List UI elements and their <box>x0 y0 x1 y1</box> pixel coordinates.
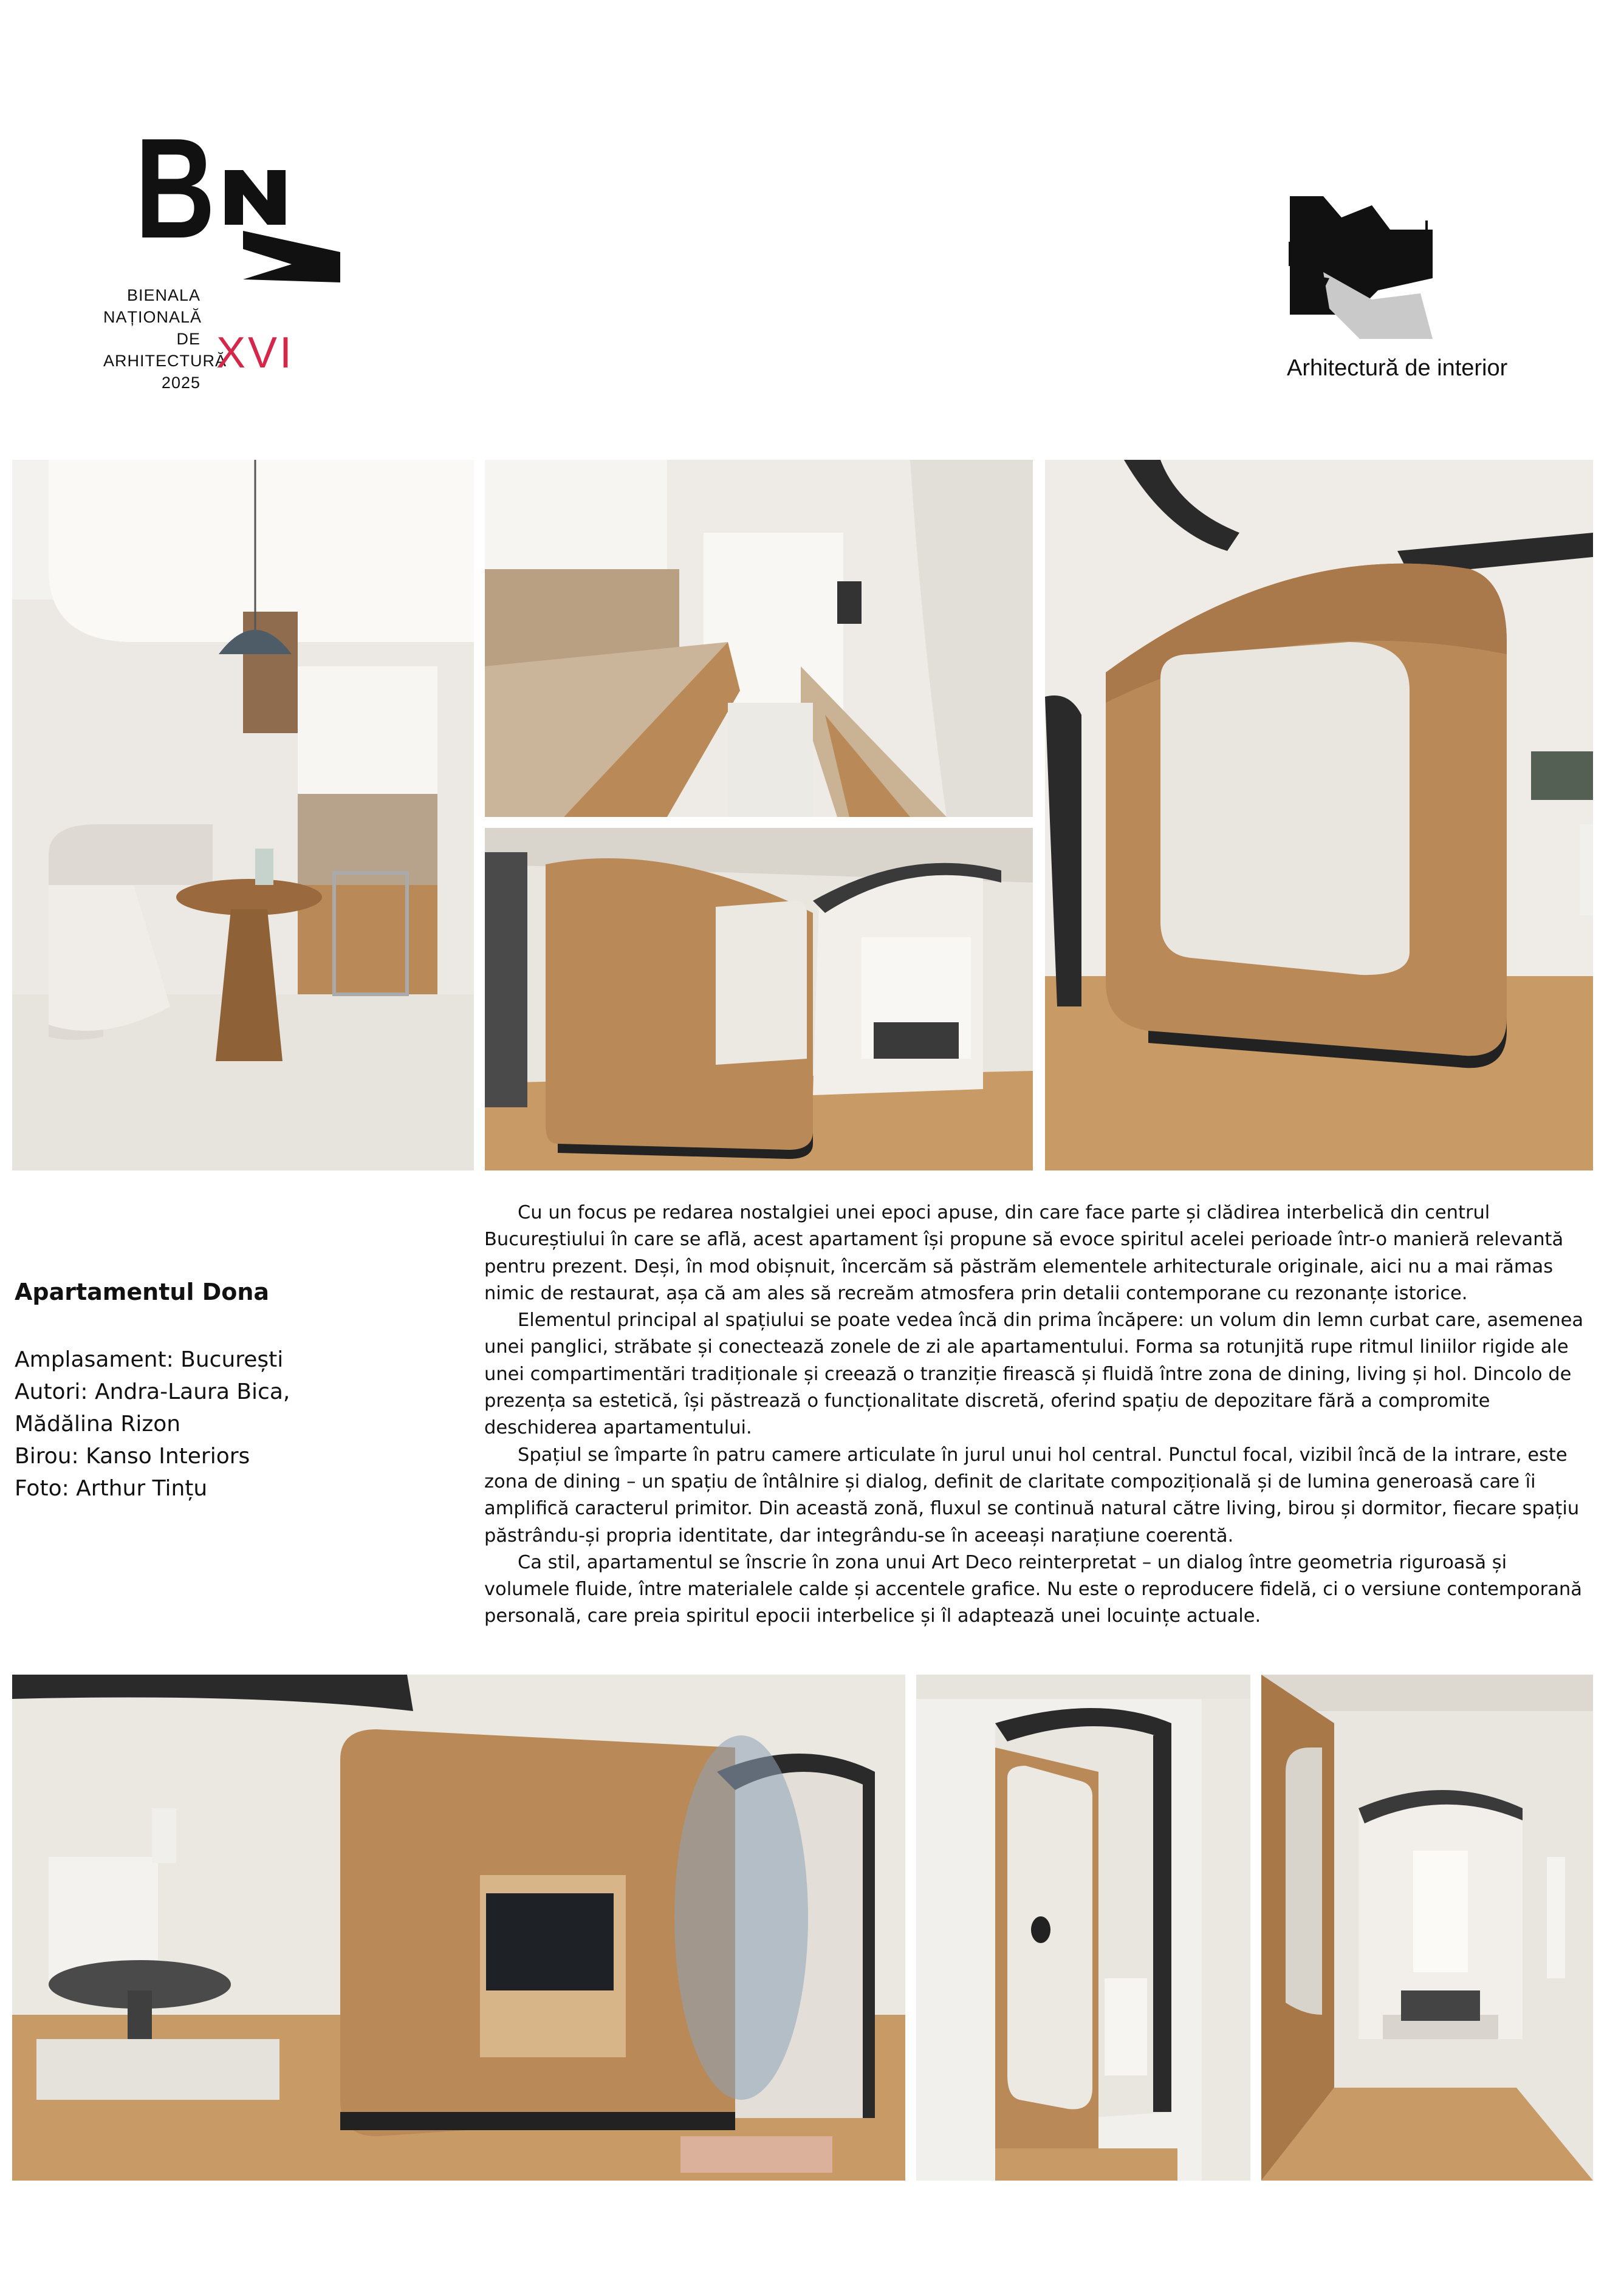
project-meta <box>15 1344 290 1505</box>
bna-line-4: ARHITECTURĂ <box>103 352 227 370</box>
bna-letter-b: B <box>135 108 216 268</box>
paragraph-1: Cu un focus pe redarea nostalgiei unei epoci apuse, din care face parte și clădirea interbelică din centrul Bucureștiului în care se află, acest apartament își propune să evoce spiritul acelei perioade într-o manieră relevantă pentru prezent. Deși, în mod obișnuit, încercăm să păstrăm elementele arhitecturale originale, aici nu a mai rămas nimic de restaurat, așa că am ales să recreăm atmosfera prin detalii contemporane cu rezonanțe istorice. <box>484 1202 1564 1304</box>
bna-na-mark <box>219 158 346 285</box>
photo-breakfast-nook <box>12 460 474 1170</box>
paragraph-4: Ca stil, apartamentul se înscrie în zona unui Art Deco reinterpretat – un dialog între geometria riguroasă și volumele fluide, între materialele calde și accentele grafice. Nu este o reproducere fidelă, ci o versiune contemporană personală, care preia spiritul epocii interbelice și îl adaptează unei locuințe actuale. <box>484 1551 1582 1627</box>
bna-line-1: BIENALA <box>126 286 200 304</box>
bna-wordmark <box>103 284 227 394</box>
bna-edition: XVI <box>216 329 295 377</box>
project-title: Apartamentul Dona <box>15 1279 270 1305</box>
bna-line-5: 2025 <box>161 374 200 392</box>
meta-authors-cont: Mădălina Rizon <box>15 1412 181 1437</box>
meta-office: Birou: Kanso Interiors <box>15 1444 250 1469</box>
meta-location: Amplasament: București <box>15 1347 284 1372</box>
interior-architecture-logo <box>1287 193 1439 339</box>
photo-corridor-dining <box>1261 1675 1593 2181</box>
photo-wooden-volume <box>1045 460 1593 1170</box>
photo-living-tv <box>12 1675 905 2181</box>
bna-line-2: NAȚIONALĂ <box>103 308 202 326</box>
photo-hallway <box>916 1675 1250 2181</box>
paragraph-3: Spațiul se împarte în patru camere articulate în jurul unui hol central. Punctul focal, vizibil încă de la intrare, este zona de dining – un spațiu de întâlnire și dialog, definit de claritate compozițională și de lumina generoasă care îi amplifică caracterul primitor. Din această zonă, fluxul se continuă natural către living, birou și dormitor, fiecare spațiu păstrându-și propria identitate, dar integrându-se în aceeași narațiune coerentă. <box>484 1444 1580 1546</box>
bna-line-3: DE <box>176 330 200 348</box>
photo-volume-hall <box>485 828 1033 1170</box>
meta-photo: Foto: Arthur Tințu <box>15 1476 208 1501</box>
section-label: Arhitectură de interior <box>1287 355 1508 381</box>
project-description <box>484 1200 1587 1630</box>
paragraph-2: Elementul principal al spațiului se poate vedea încă din prima încăpere: un volum din lemn curbat care, asemenea unei panglici, străbate și conectează zonele de zi ale apartamentului. Forma sa rotunjită rupe ritmul liniilor rigide ale unei compartimentări tradiționale și creează o tranziție firească și fluidă între zona de dining, living și hol. Dincolo de prezența sa estetică, își păstrează o funcționalitate discretă, oferind spațiu de depozitare fără a compromite deschiderea apartamentului. <box>484 1310 1584 1439</box>
photo-kitchen <box>485 460 1033 817</box>
meta-authors: Autori: Andra-Laura Bica, <box>15 1379 290 1404</box>
